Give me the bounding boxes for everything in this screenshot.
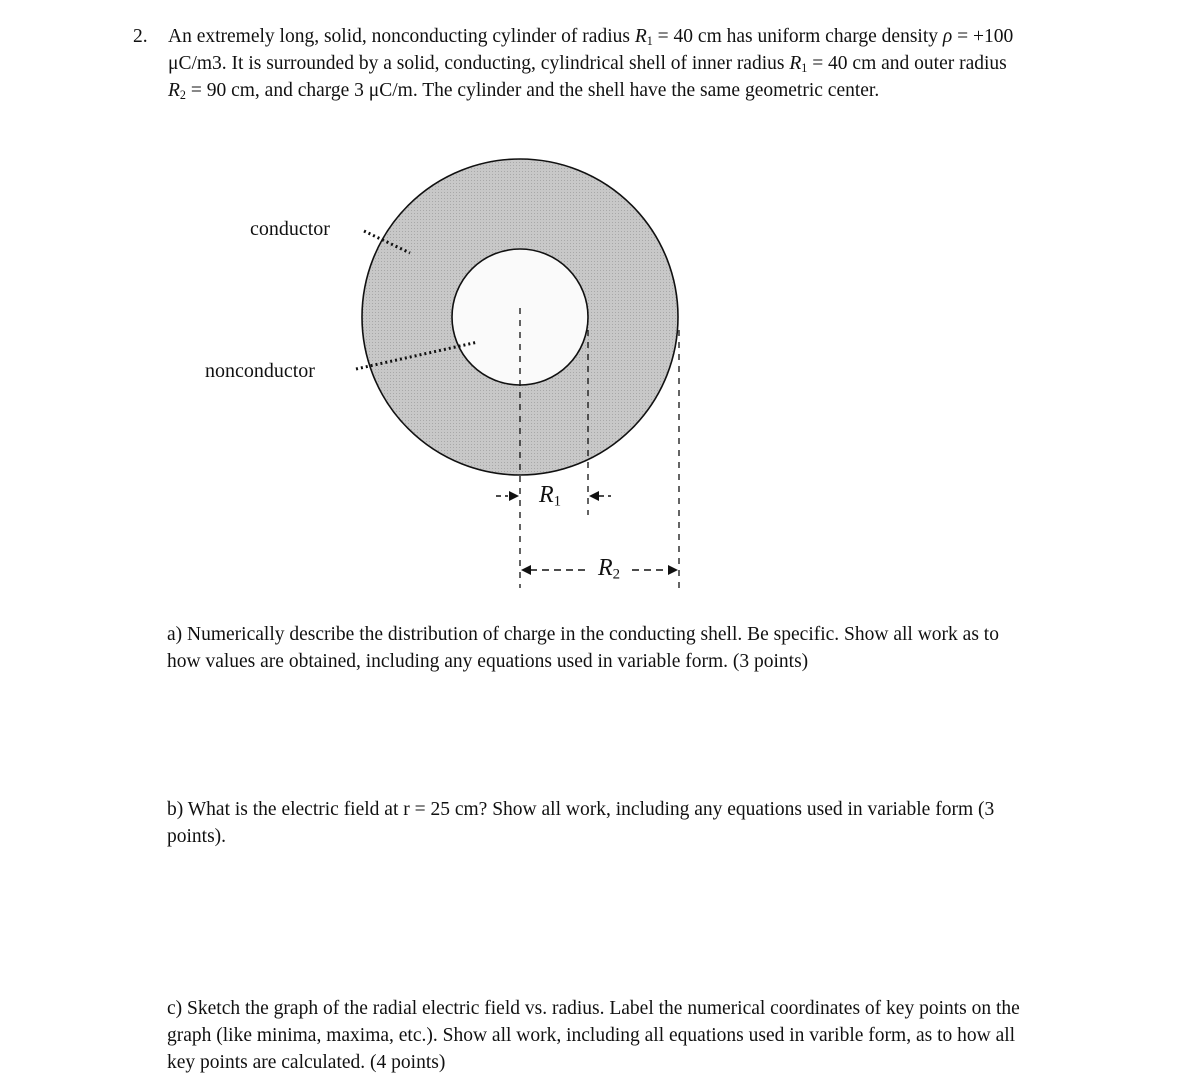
question-a (167, 621, 1127, 675)
r1-label: $R_1$ (539, 482, 562, 510)
question-c-line-2: graph (like minima, maxima, etc.). Show all work, including all equations used in varible form, as to how all (167, 1025, 1016, 1046)
question-c (167, 995, 1137, 1076)
r1-left-arrowhead (509, 491, 519, 501)
problem-line-2: μC/m3. It is surrounded by a solid, conducting, cylindrical shell of inner radius $R_1 = 40$ cm and outer radius (168, 53, 1007, 76)
question-a-line-1: a) Numerically describe the distribution of charge in the conducting shell. Be specific. Show all work as to (167, 624, 999, 645)
problem-number: 2. (133, 26, 148, 47)
question-c-line-3: key points are calculated. (4 points) (167, 1052, 446, 1073)
conductor-label: conductor (250, 218, 330, 240)
question-b (167, 796, 1127, 850)
r2-label: $R_2$ (598, 555, 621, 583)
question-c-line-1: c) Sketch the graph of the radial electric field vs. radius. Label the numerical coordinates of key points on the (167, 998, 1020, 1019)
problem-line-3: $R_2 = 90$ cm, and charge 3 μC/m. The cylinder and the shell have the same geometric center. (168, 80, 880, 103)
question-a-line-2: how values are obtained, including any equations used in variable form. (3 points) (167, 651, 809, 672)
r2-right-arrowhead (668, 565, 678, 575)
nonconducting-cylinder (452, 249, 588, 385)
r1-right-arrowhead (589, 491, 599, 501)
r2-left-arrowhead (521, 565, 531, 575)
problem-line-1: An extremely long, solid, nonconducting cylinder of radius $R_1 = 40$ cm has uniform charge density ρ = +100 (168, 26, 1014, 49)
question-b-line-2: points). (167, 826, 227, 847)
nonconductor-label: nonconductor (205, 360, 315, 382)
question-b-line-1: b) What is the electric field at r = 25 cm? Show all work, including any equations used in variable form (3 (167, 799, 995, 820)
